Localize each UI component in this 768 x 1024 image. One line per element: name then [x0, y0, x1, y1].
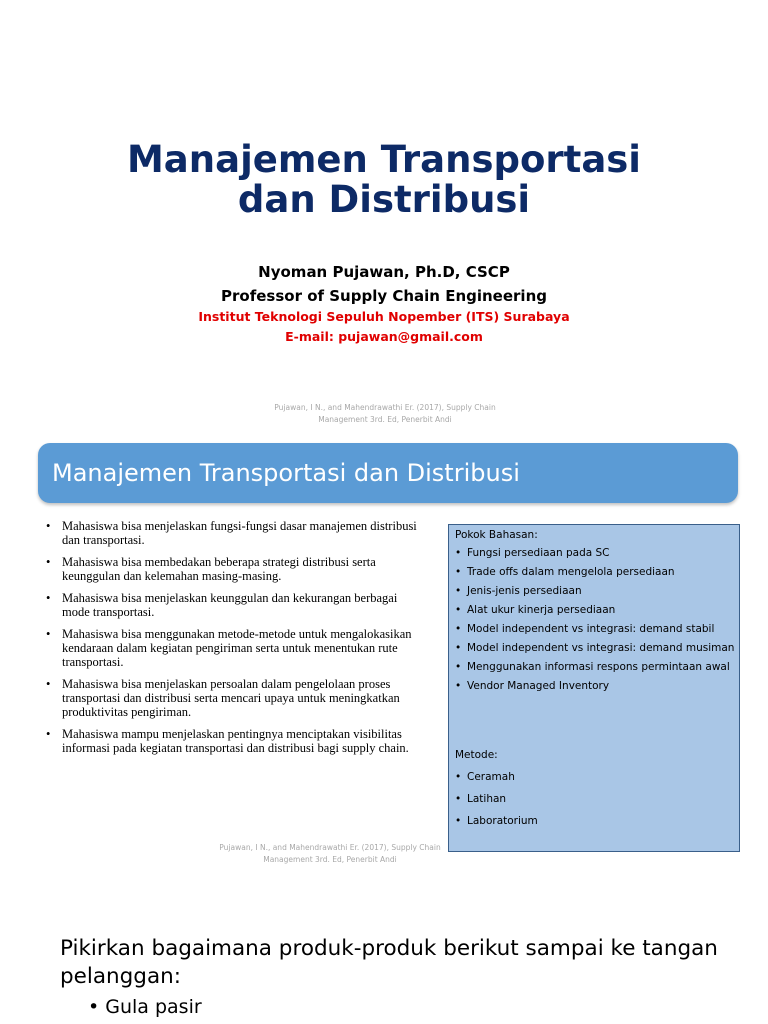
presentation-title: [0, 140, 768, 220]
list-item: • Laboratorium: [455, 815, 735, 827]
reference-line-2: Management 3rd. Ed, Penerbit Andi: [318, 415, 452, 424]
pokok-bahasan-heading: Pokok Bahasan:: [455, 529, 538, 541]
list-item: • Alat ukur kinerja persediaan: [455, 604, 735, 616]
learning-objectives-list: [42, 519, 422, 763]
topics-box: [448, 524, 740, 852]
product-bullet: • Gula pasir: [88, 996, 202, 1018]
list-item: • Mahasiswa bisa menjelaskan persoalan dalam pengelolaan proses transportasi dan distribusi serta mencari upaya untuk meningkatkan produktivitas pengiriman.: [42, 677, 422, 719]
author-name: Nyoman Pujawan, Ph.D, CSCP: [258, 263, 510, 281]
list-item: • Trade offs dalam mengelola persediaan: [455, 566, 735, 578]
list-item: • Jenis-jenis persediaan: [455, 585, 735, 597]
reference-line-1: Pujawan, I N., and Mahendrawathi Er. (2017), Supply Chain: [219, 843, 441, 852]
pokok-bahasan-list: [455, 547, 735, 699]
metode-heading: Metode:: [455, 749, 498, 761]
list-item: • Menggunakan informasi respons permintaan awal: [455, 661, 735, 673]
list-item: • Mahasiswa bisa menjelaskan fungsi-fungsi dasar manajemen distribusi dan transportasi.: [42, 519, 422, 547]
metode-list: [455, 771, 735, 837]
title-line-1: Manajemen Transportasi: [126, 138, 641, 181]
title-slide: [0, 0, 768, 430]
list-item: • Ceramah: [455, 771, 735, 783]
reference-note: [190, 842, 470, 866]
reference-note: [230, 402, 540, 426]
list-item: • Model independent vs integrasi: demand stabil: [455, 623, 735, 635]
list-item: • Mahasiswa bisa menjelaskan keunggulan dan kekurangan berbagai mode transportasi.: [42, 591, 422, 619]
list-item: • Mahasiswa mampu menjelaskan pentingnya menciptakan visibilitas informasi pada kegiatan transportasi dan distribusi bagi supply chain.: [42, 727, 422, 755]
list-item: • Fungsi persediaan pada SC: [455, 547, 735, 559]
discussion-prompt: Pikirkan bagaimana produk-produk berikut sampai ke tangan pelanggan:: [60, 936, 718, 989]
list-item: • Vendor Managed Inventory: [455, 680, 735, 692]
email-address: E-mail: pujawan@gmail.com: [285, 329, 483, 344]
product-name: Gula pasir: [105, 996, 202, 1018]
section-banner: [38, 443, 738, 503]
title-line-2: dan Distribusi: [237, 178, 531, 221]
banner-title: Manajemen Transportasi dan Distribusi: [52, 459, 520, 487]
author-role: Professor of Supply Chain Engineering: [221, 287, 547, 305]
list-item: • Mahasiswa bisa membedakan beberapa strategi distribusi serta keunggulan dan kelemahan masing-masing.: [42, 555, 422, 583]
reference-line-2: Management 3rd. Ed, Penerbit Andi: [263, 855, 397, 864]
reference-line-1: Pujawan, I N., and Mahendrawathi Er. (2017), Supply Chain: [274, 403, 496, 412]
list-item: • Latihan: [455, 793, 735, 805]
list-item: • Model independent vs integrasi: demand musiman: [455, 642, 735, 654]
list-item: • Mahasiswa bisa menggunakan metode-metode untuk mengalokasikan kendaraan dalam kegiatan pengiriman serta untuk menentukan rute transportasi.: [42, 627, 422, 669]
institution: Institut Teknologi Sepuluh Nopember (ITS) Surabaya: [198, 309, 570, 324]
